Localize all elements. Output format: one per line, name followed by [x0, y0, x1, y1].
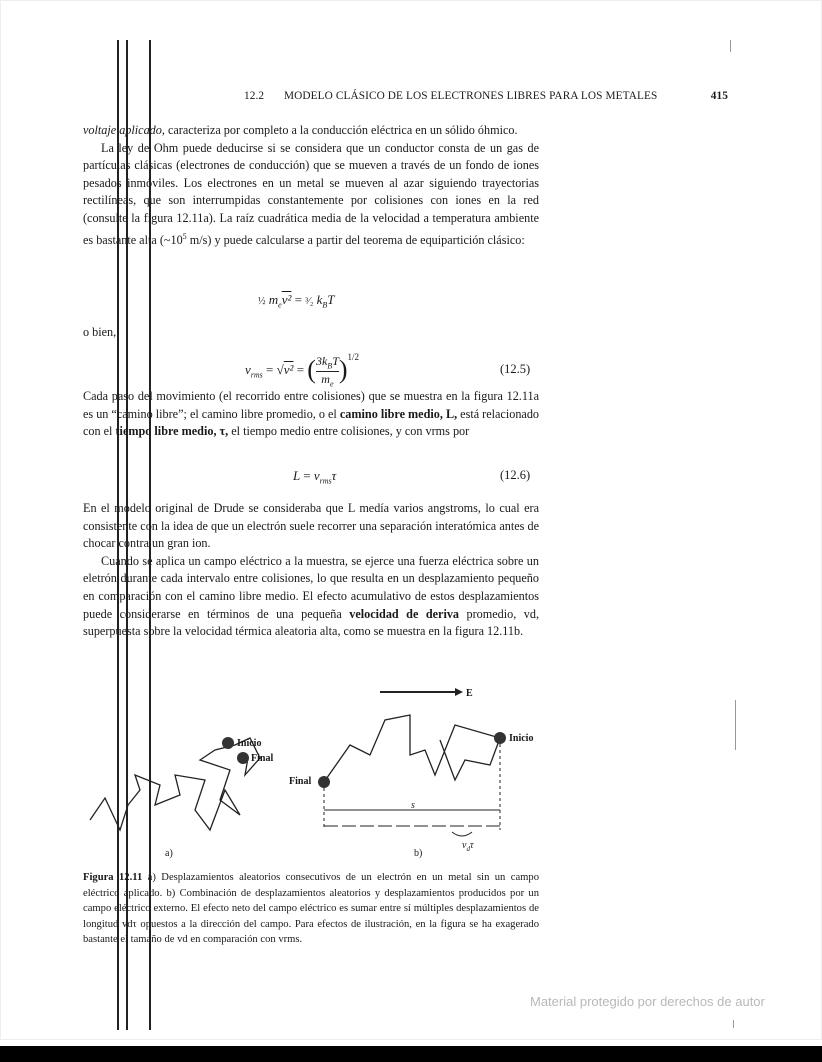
text-block-2 — [83, 388, 539, 441]
margin-tick-mid — [735, 700, 736, 750]
paragraph-text: o bien, — [83, 325, 117, 339]
label-final-a: Final — [251, 753, 274, 764]
figure-caption — [83, 870, 539, 948]
caption-text: a) Desplazamientos aleatorios consecutivos de un electrón en un metal sin un campo eléctrico aplicado. b) Combinación de desplazamientos aleatorios y desplazamientos producidos por un campo eléctrico externo. El efecto neto del campo eléctrico es sumar entre sí múltiples desplazamientos de longitud vdτ opuestos a la dirección del campo. Para efectos de ilustración, en la figura se ha exagerado bastante el tamaño de vd en comparación con vrms. — [83, 872, 539, 946]
paragraph-deriva — [83, 553, 539, 641]
equation-equipartition: ½ $m_ev^2$ = ³⁄₂ $k_BT$ — [258, 292, 335, 310]
label-s: s — [411, 800, 415, 811]
start-marker-a — [222, 737, 234, 749]
equation-mean-free-path: $L = v_{rms}\tau$ — [293, 468, 337, 486]
text-o-bien — [83, 324, 539, 342]
copyright-watermark: Material protegido por derechos de autor — [530, 994, 765, 1009]
equation-vrms: $v_{rms} = √v^2$ = ( $3k_BT$ $m_e$ )$^{1/2}$ — [245, 352, 360, 388]
bold-term: camino libre medio, L, — [339, 406, 458, 421]
paragraph-text: promedio, vd, superpuesta sobre la velocidad térmica aleatoria alta, como se muestra en la figura 12.11b. — [83, 606, 539, 639]
end-marker-a — [237, 752, 249, 764]
text-block-1 — [83, 122, 539, 249]
label-inicio-b: Inicio — [509, 733, 534, 744]
paragraph-drude: En el modelo original de Drude se consideraba que L medía varios angstroms, lo cual era consistente con la idea de que un electrón suele recorrer una separación interatómica antes de chocar contra un gran ion. — [83, 501, 539, 551]
margin-tick-top — [730, 40, 731, 52]
paragraph-text: está relacionado con el — [83, 406, 540, 439]
paragraph-camino-libre — [83, 388, 539, 441]
panel-label-b: b) — [414, 848, 423, 859]
paragraph-text: caracteriza por completo a la conducción eléctrica en un sólido óhmico. — [164, 123, 518, 137]
section-number: 12.2 — [244, 90, 265, 102]
random-walk-b — [324, 715, 500, 782]
panel-label-a: a) — [165, 848, 173, 859]
bottom-bar — [0, 1046, 822, 1062]
label-field-e: E — [466, 688, 473, 699]
label-final-b: Final — [289, 776, 312, 787]
start-marker-b — [494, 732, 506, 744]
equation-number-12-5: (12.5) — [500, 362, 531, 376]
margin-tick-bottom — [733, 1020, 734, 1028]
paragraph-ohm: La ley de Ohm puede deducirse si se considera que un conductor consta de un gas de partículas clásicas (electrones de conducción) que se mueven a través de un fondo de iones pesados inmóviles. Los electrones en un metal se mueven al azar siguiendo trayectorias rectilíneas, que son interrumpidas constantemente por colisiones con iones en la red (consulte la figura 12.11a). La raíz cuadrática media de la velocidad a temperatura ambiente es bastante alta ($\sim 10^5$ m/s) y puede calcularse a partir del teorema de equipartición clásico: — [83, 140, 539, 247]
field-arrowhead — [455, 688, 463, 696]
drift-brace — [452, 832, 472, 836]
text-block-3 — [83, 500, 539, 641]
figure-12-11 — [80, 680, 560, 865]
paragraph-text: el tiempo medio entre colisiones, y con vrms por — [228, 424, 470, 439]
paragraph-text: y puede calcularse a partir del teorema de equipartición clásico: — [211, 232, 525, 247]
section-title: MODELO CLÁSICO DE LOS ELECTRONES LIBRES PARA LOS METALES — [284, 90, 658, 102]
paragraph-text: Cada paso del movimiento (el recorrido entre colisiones) que se muestra en la figura 12.11a es un “camino libre”; el camino libre promedio, o el — [83, 389, 539, 421]
end-marker-b — [318, 776, 330, 788]
equation-number-12-6: (12.6) — [500, 468, 531, 482]
random-walk-a — [90, 745, 240, 830]
label-inicio-a: Inicio — [237, 738, 262, 749]
paragraph-text: La ley de Ohm puede deducirse si se considera que un conductor consta de un gas de partículas clásicas (electrones de conducción) que se mueven a través de un fondo de iones pesados inmóviles. Los electrones en un metal se mueven al azar siguiendo trayectorias rectilíneas, que son interrumpidas constantemente por colisiones con iones en la red (consulte la figura 12.11a). La raíz cuadrática media de la velocidad a temperatura ambiente es bastante alta — [83, 140, 539, 247]
italic-lead: voltaje aplicado, — [83, 123, 165, 137]
caption-label: Figura 12.11 — [83, 872, 143, 883]
bold-term: tiempo libre medio, τ, — [115, 424, 229, 439]
paragraph-continuation — [83, 122, 539, 140]
label-vdtau: $v_d\tau$ — [462, 840, 474, 853]
paragraph-text: Cuando se aplica un campo eléctrico a la muestra, se ejerce una fuerza eléctrica sobre un eletrón durante cada intervalo entre colisiones, lo que resulta en un desplazamiento pequeño en comparación con el camino libre medio. El efecto acumulativo de estos desplazamientos puede considerarse en términos de una pequeña — [83, 553, 539, 621]
page-number: 415 — [710, 90, 728, 102]
bold-term: velocidad de deriva — [349, 606, 460, 621]
